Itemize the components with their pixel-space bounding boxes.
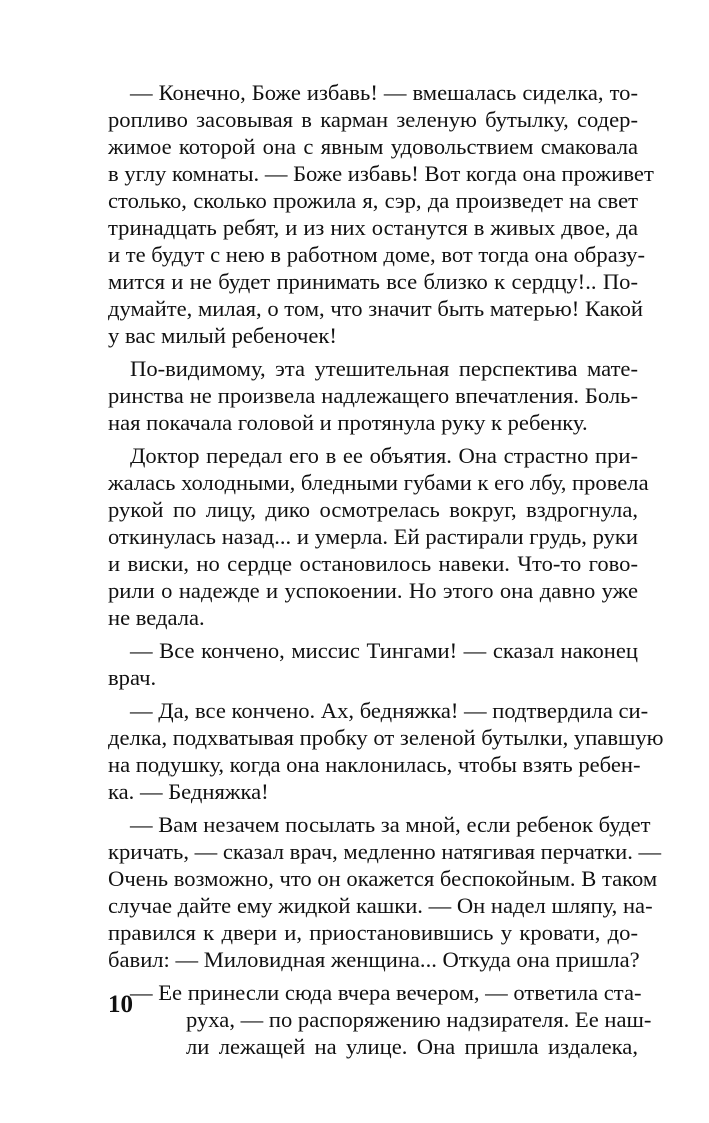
text-line: — Все кончено, миссис Тингами! — сказал наконец xyxy=(130,638,638,663)
text-line: и виски, но сердце остановилось навеки. Что-то гово- xyxy=(108,551,638,576)
text-line: — Да, все кончено. Ах, бедняжка! — подтвердила си- xyxy=(130,698,649,723)
text-line: правился к двери и, приостановившись у кровати, до- xyxy=(108,920,638,945)
text-line: делка, подхватывая пробку от зеленой бутылки, упавшую xyxy=(108,725,664,750)
paragraph xyxy=(108,637,638,691)
paragraph xyxy=(108,811,662,973)
text-line: бавил: — Миловидная женщина... Откуда она пришла? xyxy=(108,947,640,972)
text-line: — Вам незачем посылать за мной, если ребенок будет xyxy=(130,812,651,837)
text-line: — Конечно, Боже избавь! — вмешалась сиделка, то- xyxy=(130,80,638,105)
text-line: жимое которой она с явным удовольствием смаковала xyxy=(108,134,638,159)
text-line: ринства не произвела надлежащего впечатления. Боль- xyxy=(108,383,638,408)
text-line: и те будут с нею в работном доме, вот тогда она образу- xyxy=(108,242,646,267)
page-number: 10 xyxy=(108,991,133,1018)
text-line: случае дайте ему жидкой кашки. — Он надел шляпу, на- xyxy=(108,893,653,918)
text-line: рукой по лицу, дико осмотрелась вокруг, вздрогнула, xyxy=(108,497,638,522)
text-line: мится и не будет принимать все близко к сердцу!.. По- xyxy=(108,269,638,294)
text-line: в углу комнаты. — Боже избавь! Вот когда она проживет xyxy=(108,161,654,186)
text-line: тринадцать ребят, и из них останутся в живых двое, да xyxy=(108,215,638,240)
paragraph xyxy=(108,979,652,1060)
page-text xyxy=(108,79,664,1060)
text-line: Очень возможно, что он окажется беспокойным. В таком xyxy=(108,866,658,891)
text-line: Доктор передал его в ее объятия. Она страстно при- xyxy=(130,443,638,468)
paragraph xyxy=(108,697,664,805)
text-line: ропливо засовывая в карман зеленую бутылку, содер- xyxy=(108,107,638,132)
text-line: на подушку, когда она наклонилась, чтобы взять ребен- xyxy=(108,752,641,777)
text-line: По-видимому, эта утешительная перспектива мате- xyxy=(130,356,638,381)
text-line: ная покачала головой и протянула руку к ребенку. xyxy=(108,410,588,435)
text-line: врач. xyxy=(108,665,157,690)
text-line: жалась холодными, бледными губами к его лбу, провела xyxy=(108,470,649,495)
text-line: ли лежащей на улице. Она пришла издалека, xyxy=(186,1034,638,1059)
text-line: руха, — по распоряжению надзирателя. Ее наш- xyxy=(186,1007,652,1032)
text-line: думайте, милая, о том, что значит быть матерью! Какой xyxy=(108,296,643,321)
text-line: ка. — Бедняжка! xyxy=(108,779,269,804)
text-line: не ведала. xyxy=(108,605,205,630)
paragraph xyxy=(108,79,654,349)
text-line: — Ее принесли сюда вчера вечером, — ответила ста- xyxy=(130,980,642,1005)
text-line: рили о надежде и успокоении. Но этого она давно уже xyxy=(108,578,638,603)
paragraph xyxy=(108,355,638,436)
paragraph xyxy=(108,442,649,631)
text-line: столько, сколько прожила я, сэр, да произведет на свет xyxy=(108,188,638,213)
text-line: откинулась назад... и умерла. Ей растирали грудь, руки xyxy=(108,524,638,549)
text-line: у вас милый ребеночек! xyxy=(108,323,337,348)
text-line: кричать, — сказал врач, медленно натягивая перчатки. — xyxy=(108,839,662,864)
